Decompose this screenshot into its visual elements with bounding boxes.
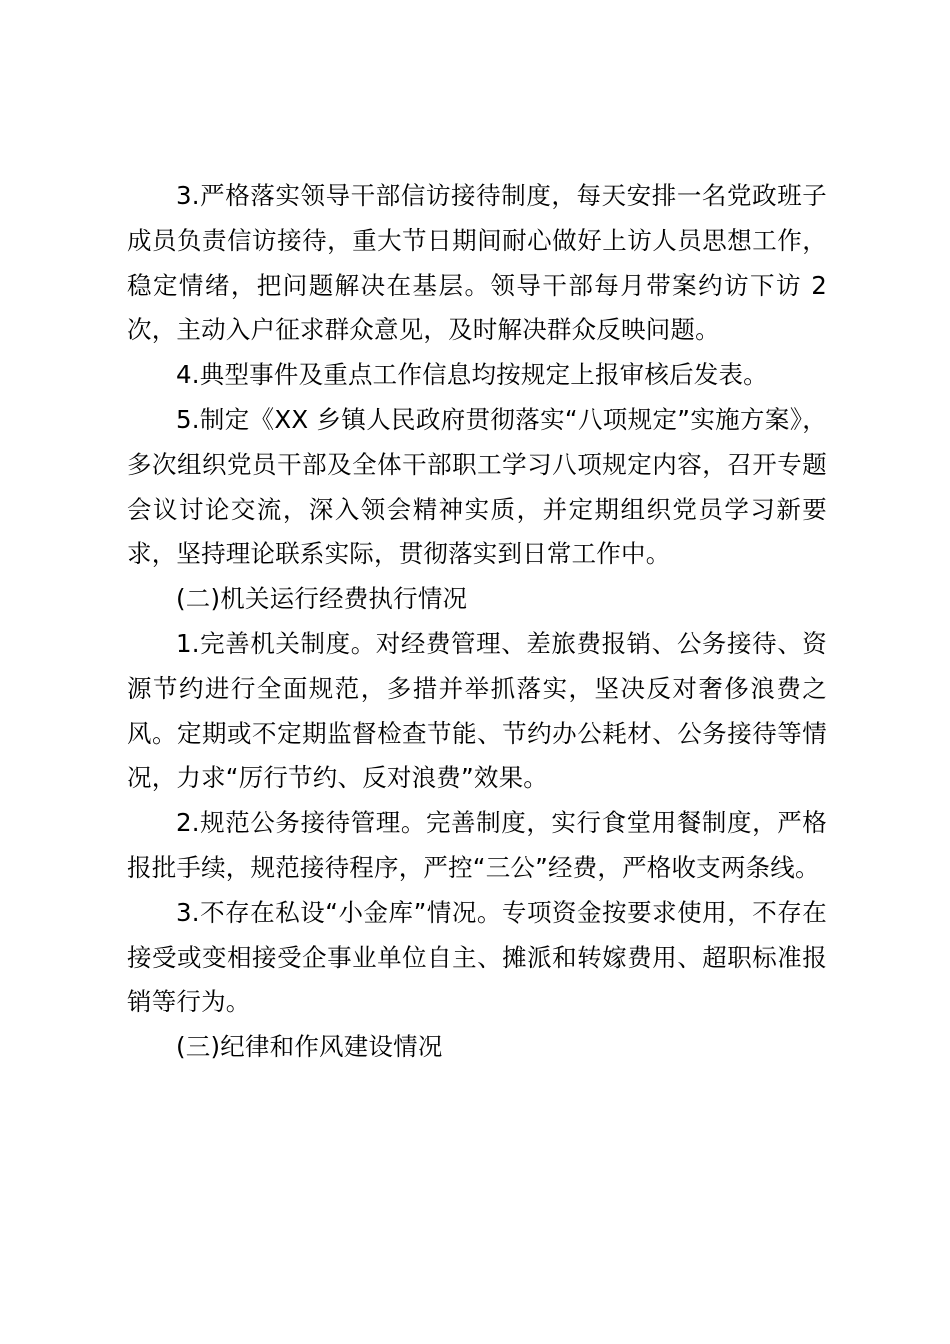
document-page (127, 174, 827, 1070)
section-heading-operating-funds: (二)机关运行经费执行情况 (176, 584, 468, 614)
paragraph-no-slush-fund: 3.不存在私设“小金库”情况。专项资金按要求使用，不存在接受或变相接受企事业单位自主、摊派和转嫁费用、超职标准报销等行为。 (127, 897, 827, 1017)
section-heading-discipline: (三)纪律和作风建设情况 (176, 1032, 443, 1062)
paragraph-reception-system: 3.严格落实领导干部信访接待制度，每天安排一名党政班子成员负责信访接待，重大节日期间耐心做好上访人员思想工作，稳定情绪，把问题解决在基层。领导干部每月带案约访下访 2 次，主动入户征求群众意见，及时解决群众反映问题。 (127, 181, 827, 345)
paragraph-improve-system: 1.完善机关制度。对经费管理、差旅费报销、公务接待、资源节约进行全面规范，多措并举抓落实，坚决反对奢侈浪费之风。定期或不定期监督检查节能、节约办公耗材、公务接待等情况，力求“厉行节约、反对浪费”效果。 (127, 628, 827, 793)
paragraph-info-reporting: 4.典型事件及重点工作信息均按规定上报审核后发表。 (176, 360, 768, 390)
paragraph-reception-management: 2.规范公务接待管理。完善制度，实行食堂用餐制度，严格报批手续，规范接待程序，严控“三公”经费，严格收支两条线。 (127, 808, 827, 882)
paragraph-eight-rules-plan: 5.制定《XX 乡镇人民政府贯彻落实“八项规定”实施方案》，多次组织党员干部及全体干部职工学习八项规定内容，召开专题会议讨论交流，深入领会精神实质，并定期组织党员学习新要求，坚持理论联系实际，贯彻落实到日常工作中。 (127, 404, 827, 569)
